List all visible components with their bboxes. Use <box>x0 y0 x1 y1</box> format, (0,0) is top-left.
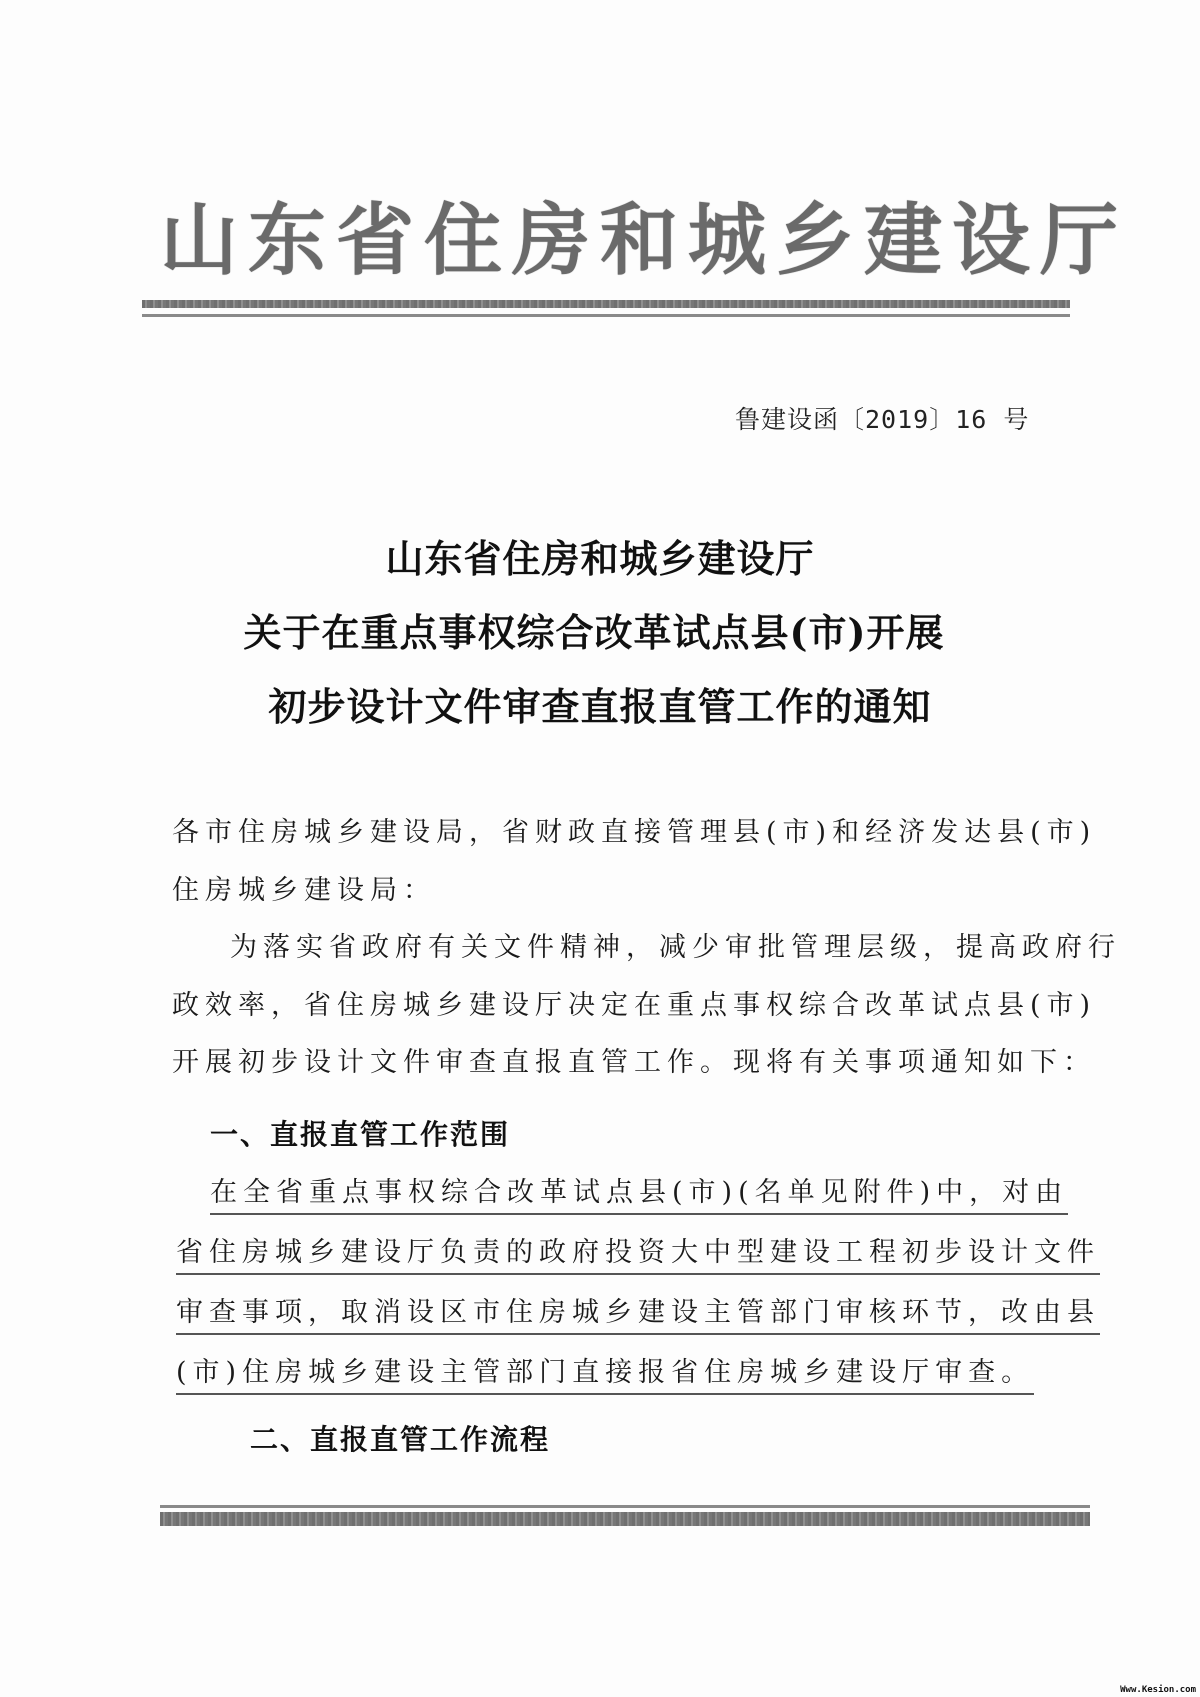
title-line-2: 关于在重点事权综合改革试点县(市)开展 <box>243 610 945 655</box>
section-1-line-1: 在全省重点事权综合改革试点县(市)(名单见附件)中，对由 <box>210 1170 1068 1215</box>
intro-line-2: 政效率，省住房城乡建设厅决定在重点事权综合改革试点县(市) <box>172 990 1097 1021</box>
letterhead-rule-thick <box>142 300 1070 308</box>
letterhead-rule-thin <box>142 314 1070 317</box>
intro-line-3: 开展初步设计文件审查直报直管工作。现将有关事项通知如下： <box>172 1047 1096 1078</box>
intro-line-1: 为落实省政府有关文件精神，减少审批管理层级，提高政府行 <box>230 932 1121 963</box>
section-1-line-4: (市)住房城乡建设主管部门直接报省住房城乡建设厅审查。 <box>176 1350 1034 1395</box>
section-1-line-3: 审查事项，取消设区市住房城乡建设主管部门审核环节，改由县 <box>176 1290 1100 1335</box>
document-number: 鲁建设函〔2019〕16 号 <box>735 405 1030 434</box>
section-2-heading: 二、直报直管工作流程 <box>250 1423 551 1456</box>
addressee-line-2: 住房城乡建设局： <box>172 875 436 906</box>
footer-rule-thin <box>160 1505 1090 1508</box>
footer-rule-thick <box>160 1512 1090 1526</box>
title-line-3: 初步设计文件审查直报直管工作的通知 <box>268 684 932 729</box>
watermark: Www.Kesion.com <box>1120 1685 1196 1695</box>
addressee-line-1: 各市住房城乡建设局，省财政直接管理县(市)和经济发达县(市) <box>172 817 1097 848</box>
letterhead-org-name: 山东省住房和城乡建设厅 <box>160 195 1129 286</box>
title-line-1: 山东省住房和城乡建设厅 <box>385 536 815 581</box>
section-1-heading: 一、直报直管工作范围 <box>210 1118 511 1151</box>
section-1-line-2: 省住房城乡建设厅负责的政府投资大中型建设工程初步设计文件 <box>176 1230 1100 1275</box>
